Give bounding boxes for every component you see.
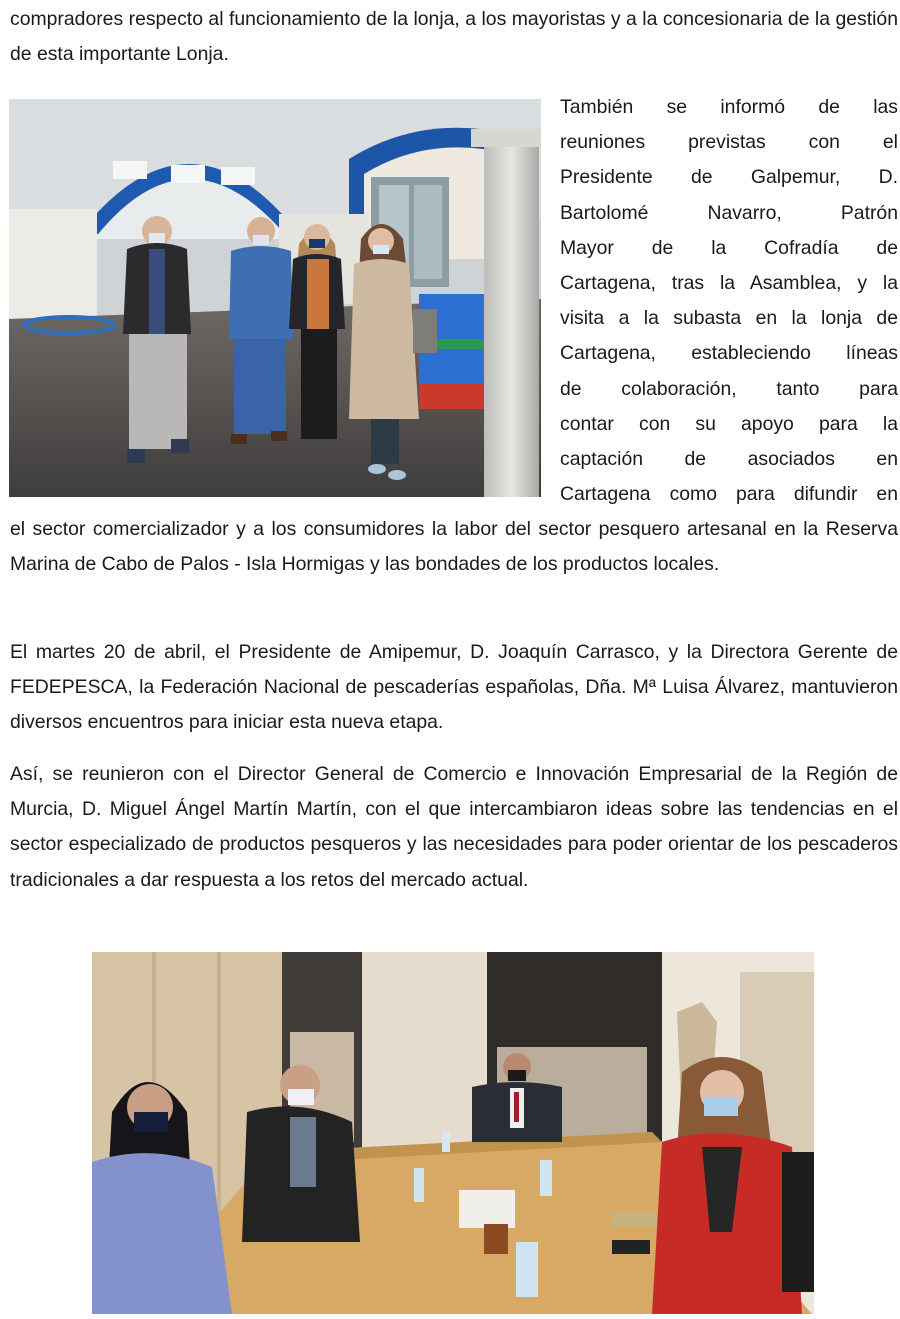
lonja-group-photo: [9, 99, 541, 497]
side-line: Mayor de la Cofradía de: [560, 236, 898, 259]
side-line: captación de asociados en: [560, 448, 898, 471]
side-line: Cartagena, tras la Asamblea, y la: [560, 272, 898, 295]
lonja-group-image: [9, 99, 541, 497]
side-line: contar con su apoyo para la: [560, 412, 898, 435]
side-line: Cartagena, estableciendo líneas: [560, 342, 898, 365]
paragraph-4: Así, se reunieron con el Director General de Comercio e Innovación Empresarial de la Región de Murcia, D. Miguel Ángel Martín Martín, con el que intercambiaron ideas sobre las tendencias en el sector especializado de productos pesqueros y las necesidades para poder orientar de los pescaderos tradicionales a dar respuesta a los retos del mercado actual.: [10, 763, 898, 891]
paragraph-2-continued: el sector comercializador y a los consumidores la labor del sector pesquero artesanal en la Reserva Marina de Cabo de Palos - Isla Hormigas y las bondades de los productos locales.: [10, 518, 898, 576]
paragraph-1: compradores respecto al funcionamiento de la lonja, a los mayoristas y a la concesionaria de la gestión de esta importante Lonja.: [10, 8, 898, 66]
paragraph-3: El martes 20 de abril, el Presidente de Amipemur, D. Joaquín Carrasco, y la Directora Gerente de FEDEPESCA, la Federación Nacional de pescaderías españolas, Dña. Mª Luisa Álvarez, mantuvieron diversos encuentros para iniciar esta nueva etapa.: [10, 641, 898, 734]
side-line: reuniones previstas con el: [560, 131, 898, 154]
meeting-photo: [92, 952, 814, 1314]
side-line: Bartolomé Navarro, Patrón: [560, 201, 898, 224]
side-line: de colaboración, tanto para: [560, 377, 898, 400]
side-line: visita a la subasta en la lonja de: [560, 307, 898, 330]
paragraph-2-side: [560, 90, 898, 512]
meeting-image: [92, 952, 814, 1314]
side-line: También se informó de las: [560, 96, 898, 118]
side-line: Presidente de Galpemur, D.: [560, 166, 898, 189]
side-line: Cartagena como para difundir en: [560, 483, 898, 506]
